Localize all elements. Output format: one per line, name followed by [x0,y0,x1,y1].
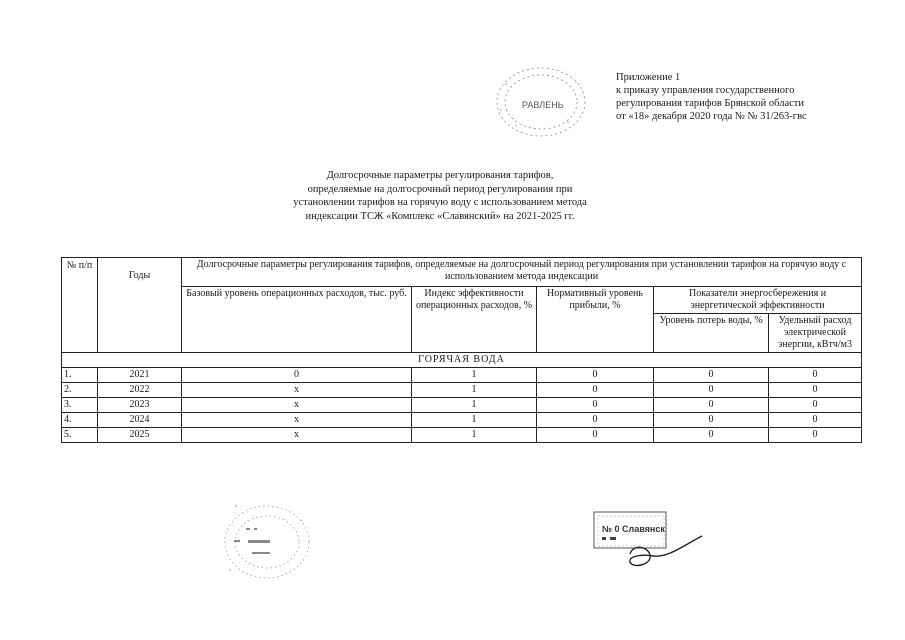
header-energy-group: Показатели энергосбережения и энергетической эффективности [654,287,862,314]
cell-index: 1 [412,428,537,443]
header-row [62,258,862,287]
cell-profit: 0 [537,428,654,443]
stamp-text: РАВЛЕНЬ [522,100,564,110]
cell-index: 1 [412,383,537,398]
section-label: ГОРЯЧАЯ ВОДА [62,353,862,368]
table-row [62,428,862,443]
stamp-text: № 0 Славянск [602,524,665,534]
header-num: № п/п [62,258,98,353]
cell-index: 1 [412,413,537,428]
title-line: установлении тарифов на горячую воду с использованием метода [293,197,587,208]
official-stamp-top [486,62,596,142]
cell-profit: 0 [537,383,654,398]
appendix-line: регулирования тарифов Брянской области [616,98,804,109]
cell-num: 2. [62,383,98,398]
cell-year: 2025 [98,428,182,443]
table-body [62,368,862,443]
header-profit-level: Нормативный уровень прибыли, % [537,287,654,353]
section-row [62,353,862,368]
header-efficiency-index: Индекс эффективности операционных расходов, % [412,287,537,353]
cell-profit: 0 [537,398,654,413]
header-electricity: Удельный расход электрической энергии, кВтч/м3 [769,314,862,353]
cell-year: 2022 [98,383,182,398]
cell-num: 3. [62,398,98,413]
cell-num: 4. [62,413,98,428]
cell-loss: 0 [654,383,769,398]
cell-index: 1 [412,398,537,413]
official-stamp-bottom-left [212,490,322,590]
cell-year: 2023 [98,398,182,413]
cell-energy: 0 [769,413,862,428]
cell-loss: 0 [654,413,769,428]
cell-energy: 0 [769,383,862,398]
table-row [62,398,862,413]
header-years: Годы [98,258,182,353]
header-row [62,287,862,314]
cell-base: х [182,383,412,398]
cell-loss: 0 [654,368,769,383]
header-group: Долгосрочные параметры регулирования тарифов, определяемые на долгосрочный период регулирования при установлении тарифов на горячую воду с использованием метода индексации [182,258,862,287]
title-line: индексации ТСЖ «Комплекс «Славянский» на 2021-2025 гг. [305,210,575,222]
cell-energy: 0 [769,398,862,413]
official-stamp-signature [590,508,710,588]
cell-year: 2024 [98,413,182,428]
table-row [62,368,862,383]
parameters-table [61,257,862,443]
appendix-block [616,71,896,123]
cell-profit: 0 [537,413,654,428]
header-base-level: Базовый уровень операционных расходов, тыс. руб. [182,287,412,353]
cell-base: х [182,413,412,428]
appendix-line: к приказу управления государственного [616,85,795,96]
document-title [240,169,640,223]
cell-loss: 0 [654,398,769,413]
cell-index: 1 [412,368,537,383]
title-line: определяемые на долгосрочный период регулирования при [307,183,573,195]
appendix-line: Приложение 1 [616,72,681,83]
appendix-line: от «18» декабря 2020 года № № 31/263-гвс [616,111,807,122]
table-row [62,413,862,428]
cell-loss: 0 [654,428,769,443]
cell-year: 2021 [98,368,182,383]
cell-base: х [182,398,412,413]
title-line: Долгосрочные параметры регулирования тарифов, [326,170,554,181]
cell-energy: 0 [769,368,862,383]
cell-energy: 0 [769,428,862,443]
cell-base: х [182,428,412,443]
header-water-loss: Уровень потерь воды, % [654,314,769,353]
cell-profit: 0 [537,368,654,383]
cell-base: 0 [182,368,412,383]
table-row [62,383,862,398]
cell-num: 1. [62,368,98,383]
cell-num: 5. [62,428,98,443]
